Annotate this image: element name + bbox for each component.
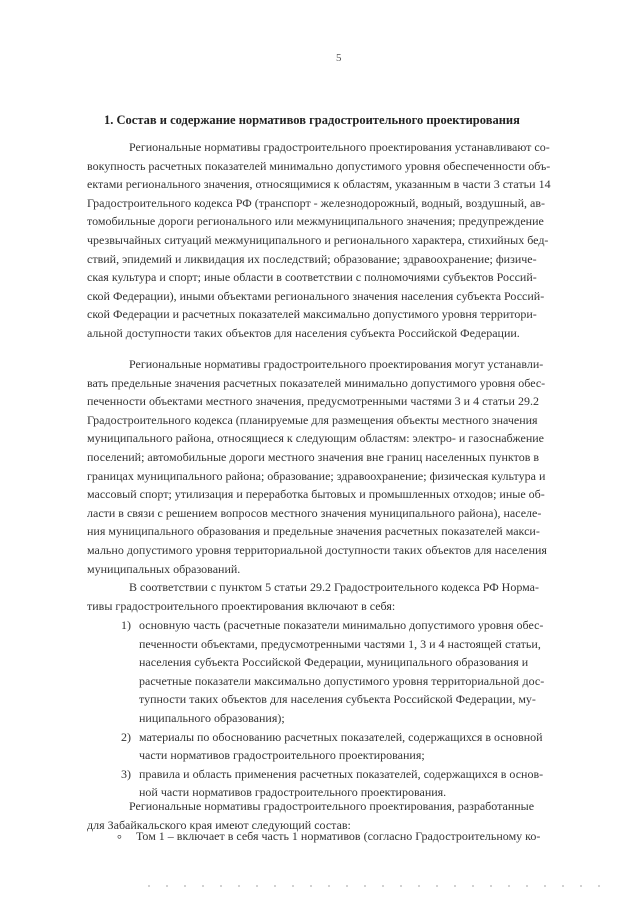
para1-line: вокупность расчетных показателей минимально допустимого уровня обеспеченности объ- [87,158,551,173]
para1-line: томобильные дороги регионального или межмуниципального значения; предупреждение [87,214,544,229]
para2-line: Региональные нормативы градостроительного проектирования могут устанавли- [129,357,544,371]
paragraph-1 [87,138,599,343]
section-heading: 1. Состав и содержание нормативов градостроительного проектирования [104,113,520,127]
para2-line: мально допустимого уровня территориальной доступности таких объектов для населения [87,542,547,557]
list-item-line: расчетные показатели максимально допустимого уровня территориальной дос- [139,673,545,688]
para2-line: границах муниципального района; образование; здравоохранение; физическая культура и [87,468,546,483]
list-item-number: 2) [121,729,131,744]
para1-line: ствий, эпидемий и ликвидация их последствий; образование; здравоохранение; физиче- [87,251,537,266]
para1-line: ской Федерации), иными объектами регионального значения населения субъекта Россий- [87,288,545,303]
para3-line: тивы градостроительного проектирования включают в себя: [87,598,396,613]
para1-line: ская культура и спорт; иные области в соответствии с полномочиями субъектов Россий- [87,270,537,285]
para2-line: массовый спорт; утилизация и переработка бытовых и промышленных отходов; иные об- [87,487,545,502]
para1-line: Региональные нормативы градостроительного проектирования устанавливают со- [129,140,550,154]
list-item-line: тупности таких объектов для населения субъекта Российской Федерации, му- [139,692,536,707]
para4-line: Региональные нормативы градостроительного проектирования, разработанные [129,799,535,813]
list-item-line: ной части нормативов градостроительного проектирования. [139,785,447,800]
para2-line: поселений; автомобильные дороги местного значения вне границ населенных пунктов в [87,449,540,464]
list-item-number: 1) [121,618,131,632]
list-item-line: ниципального образования); [139,710,285,725]
para2-line: ласти в связи с решением вопросов местного значения муниципального района), населе- [87,505,542,520]
para1-line: чрезвычайных ситуаций межмуниципального и регионального характера, стихийных бед- [87,232,549,247]
paragraph-2 [87,355,599,578]
para2-line: ния муниципального образования и предельные значения расчетных показателей макси- [87,524,540,539]
list-item-line: печенности объектами, предусмотренными частями 1, 3 и 4 настоящей статьи, [139,636,541,651]
bullet-marker: ° [117,832,122,846]
list-item [87,728,599,765]
para1-line: ектами регионального значения, относящимися к областям, указанным в части 3 статьи 14 [87,177,551,192]
numbered-list [87,616,599,802]
para2-line: печенности объектами местного значения, предусмотренными частями 3 и 4 статьи 29.2 [87,394,539,409]
list-item-line: материалы по обоснованию расчетных показателей, содержащихся в основной [139,729,543,744]
list-item-line: основную часть (расчетные показатели минимально допустимого уровня обес- [139,618,544,632]
para1-line: альной доступности таких объектов для населения субъекта Российской Федерации. [87,325,520,340]
scan-noise-line [140,884,600,888]
list-item-line: правила и область применения расчетных показателей, содержащихся в основ- [139,766,544,781]
paragraph-3 [87,578,599,615]
para2-line: муниципальных образований. [87,561,241,576]
para2-line: муниципального района, относящиеся к следующим областям: электро- и газоснабжение [87,431,544,446]
list-item-line: части нормативов градостроительного проектирования; [139,748,425,763]
para2-line: Градостроительного кодекса (планируемые для размещения объекты местного значения [87,412,538,427]
list-item-number: 3) [121,766,131,781]
para2-line: вать предельные значения расчетных показателей минимально допустимого уровня обес- [87,375,546,390]
para1-line: ской Федерации и расчетных показателей максимально допустимого уровня территори- [87,307,537,322]
para4-line: для Забайкальского края имеют следующий состав: [87,817,351,832]
bullet-item-text: Том 1 – включает в себя часть 1 нормативов (согласно Градостроительному ко- [136,829,541,843]
para3-line: В соответствии с пунктом 5 статьи 29.2 Градостроительного кодекса РФ Норма- [129,580,540,594]
list-item-line: населения субъекта Российской Федерации, муниципального образования и [139,655,529,670]
page-number: 5 [336,52,342,64]
list-item [87,616,599,728]
para1-line: Градостроительного кодекса РФ (транспорт - железнодорожный, водный, воздушный, ав- [87,195,546,210]
